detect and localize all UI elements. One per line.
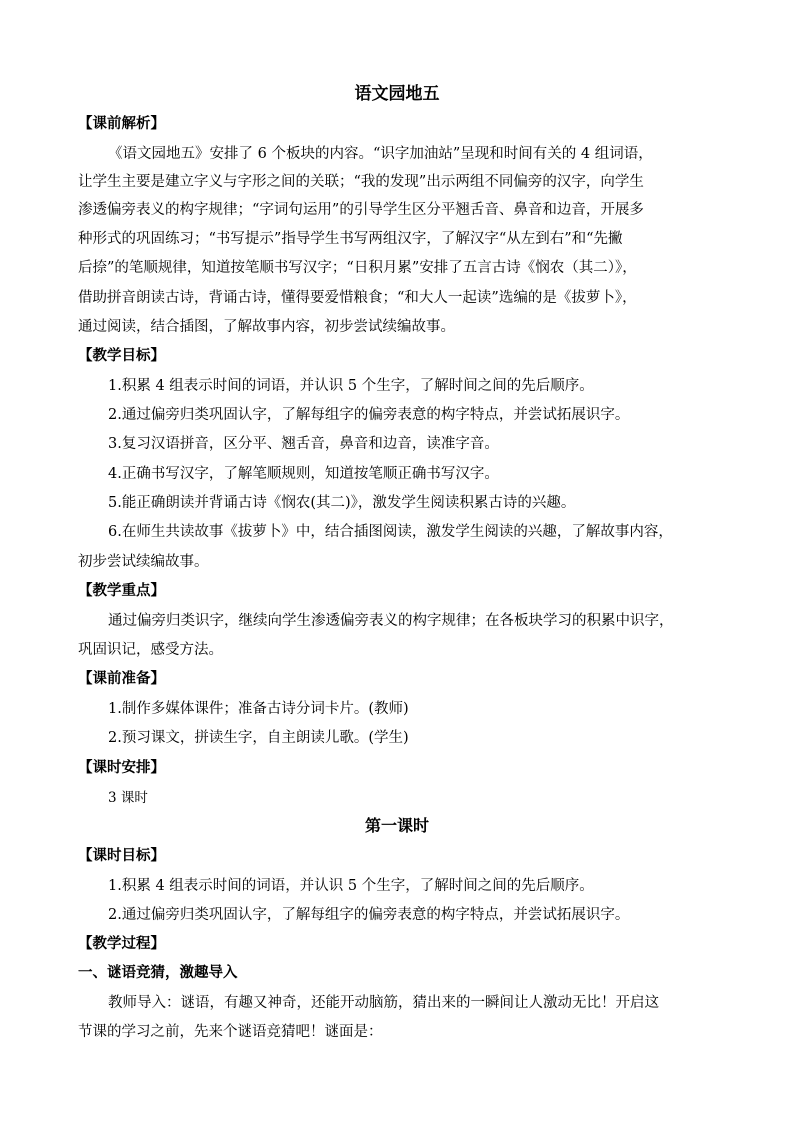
pre-analysis-line: 种形式的巩固练习；“书写提示”指导学生书写两组汉字，了解汉字“从左到右”和“先撇	[78, 231, 623, 247]
schedule-heading: 【课时安排】	[78, 759, 165, 776]
section-paragraph-line: 节课的学习之前，先来个谜语竞猜吧！谜面是：	[78, 1024, 383, 1040]
prep-item: 1.制作多媒体课件；准备古诗分词卡片。(教师)	[108, 701, 409, 717]
focus-line: 通过偏旁归类识字，继续向学生渗透偏旁表义的构字规律；在各板块学习的积累中识字，	[108, 613, 674, 629]
goal-item: 4.正确书写汉字，了解笔顺规则，知道按笔顺正确书写汉字。	[108, 466, 499, 482]
lesson-title: 第一课时	[364, 816, 429, 835]
pre-analysis-line: 渗透偏旁表义的构字规律；“字词句运用”的引导学生区分平翘舌音、鼻音和边音，开展多	[78, 202, 644, 218]
section-paragraph-line: 教师导入：谜语，有趣又神奇，还能开动脑筋，猜出来的一瞬间让人激动无比！开启这	[108, 995, 659, 1011]
lesson-goal-item: 1.积累 4 组表示时间的词语，并认识 5 个生字，了解时间之间的先后顺序。	[108, 878, 594, 894]
goals-heading: 【教学目标】	[78, 347, 165, 364]
prep-heading: 【课前准备】	[78, 670, 165, 687]
lesson-goals-heading: 【课时目标】	[78, 847, 165, 864]
goal-item: 3.复习汉语拼音，区分平、翘舌音，鼻音和边音，读准字音。	[108, 436, 499, 452]
pre-analysis-heading: 【课前解析】	[78, 115, 165, 132]
focus-heading: 【教学重点】	[78, 582, 165, 599]
pre-analysis-line: 后捺”的笔顺规律，知道按笔顺书写汉字；“日积月累”安排了五言古诗《悯农（其二）》，	[78, 260, 637, 276]
pre-analysis-line: 让学生主要是建立字义与字形之间的关联；“我的发现”出示两组不同偏旁的汉字，向学生	[78, 174, 644, 190]
goal-item: 2.通过偏旁归类巩固认字，了解每组字的偏旁表意的构字特点，并尝试拓展识字。	[108, 407, 630, 423]
goal-item-continuation: 初步尝试续编故事。	[78, 554, 209, 570]
goal-item: 6.在师生共读故事《拔萝卜》中，结合插图阅读，激发学生阅读的兴趣，了解故事内容，	[108, 524, 673, 540]
pre-analysis-line: 借助拼音朗读古诗，背诵古诗，懂得要爱惜粮食；“和大人一起读”选编的是《拔萝卜》，	[78, 290, 637, 306]
pre-analysis-line: 《语文园地五》安排了 6 个板块的内容。“识字加油站”呈现和时间有关的 4 组词语，	[108, 146, 653, 162]
lesson-goal-item: 2.通过偏旁归类巩固认字，了解每组字的偏旁表意的构字特点，并尝试拓展识字。	[108, 907, 630, 923]
prep-item: 2.预习课文，拼读生字，自主朗读儿歌。(学生)	[108, 730, 409, 746]
page-title: 语文园地五	[354, 84, 440, 104]
process-heading: 【教学过程】	[78, 935, 165, 952]
schedule-value: 3 课时	[108, 790, 148, 806]
goal-item: 5.能正确朗读并背诵古诗《悯农(其二)》，激发学生阅读积累古诗的兴趣。	[108, 495, 576, 511]
section-heading: 一、谜语竞猜，激趣导入	[78, 964, 238, 981]
pre-analysis-line: 通过阅读，结合插图，了解故事内容，初步尝试续编故事。	[78, 319, 455, 335]
focus-line: 巩固识记，感受方法。	[78, 642, 223, 658]
goal-item: 1.积累 4 组表示时间的词语，并认识 5 个生字，了解时间之间的先后顺序。	[108, 378, 594, 394]
